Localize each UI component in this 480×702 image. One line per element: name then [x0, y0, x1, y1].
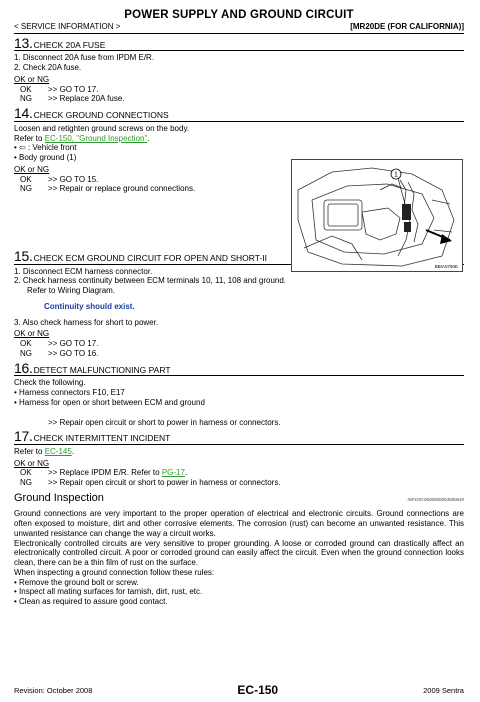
result-key: NG	[20, 348, 32, 358]
result-value: >> Repair open circuit or short to power in harness or connectors.	[48, 478, 281, 488]
engine-bay-drawing	[292, 160, 462, 271]
result-key: OK	[20, 174, 32, 184]
refer-prefix: Refer to	[14, 446, 45, 456]
result-key: NG	[20, 478, 32, 488]
step-13-heading	[14, 36, 464, 52]
ok-or-ng-label: OK or NG	[14, 458, 50, 468]
result-value: >> GO TO 16.	[48, 348, 99, 358]
ground-location-figure	[291, 159, 463, 272]
refer-line	[14, 134, 464, 144]
result-ok	[14, 468, 464, 478]
instruction-line: 3. Also check harness for short to power.	[14, 317, 159, 327]
bullet-item: • Remove the ground bolt or screw.	[14, 577, 139, 587]
refer-suffix: .	[147, 133, 150, 143]
paragraph	[14, 509, 464, 607]
refer-suffix: .	[71, 446, 75, 456]
refer-line	[14, 447, 464, 457]
step-number: 17.	[14, 428, 33, 445]
step-number: 15.	[14, 247, 33, 264]
result-key: NG	[20, 94, 32, 104]
bullet-item: • Clean as required to assure good contact.	[14, 597, 168, 607]
engine-label: [MR20DE (FOR CALIFORNIA)]	[350, 22, 464, 32]
ec-145-link[interactable]: EC-145	[44, 446, 72, 456]
bullet-item: • Inspect all mating surfaces for tarnish, dirt, rust, etc.	[14, 587, 203, 597]
page-footer	[14, 683, 464, 698]
step-14-heading	[14, 106, 464, 122]
revision-label: Revision: October 2008	[14, 685, 93, 695]
result-value: >> GO TO 17.	[48, 339, 99, 349]
result-ng	[14, 94, 464, 104]
pg-17-link[interactable]: PG-17	[161, 468, 185, 478]
step-13-body	[14, 51, 464, 104]
result-value: >> Repair open circuit or short to power in harness or connectors.	[48, 417, 281, 427]
step-caption: DETECT MALFUNCTIONING PART	[33, 364, 171, 375]
ground-inspection-heading	[14, 492, 464, 505]
paragraph-text: Electronically controlled circuits are very sensitive to proper grounding. A loose or corroded ground can drastically affect an electronically controlled circuit. A poor or corroded ground can easily affect the circuit. Even when the ground connection looks clean, there can be a thin film of rust on the surface.	[14, 538, 464, 568]
bullet-text: : Vehicle front	[25, 143, 77, 153]
step-16-heading	[14, 361, 464, 377]
page-title: POWER SUPPLY AND GROUND CIRCUIT	[124, 9, 354, 21]
instruction-line: 1. Disconnect ECM harness connector.	[14, 266, 153, 276]
result-value: >> Repair or replace ground connections.	[48, 184, 196, 194]
result-value: >> Replace 20A fuse.	[48, 94, 125, 104]
result-key: OK	[20, 339, 32, 349]
figure-code: BBIA0760E	[434, 263, 458, 269]
result-value: >> GO TO 15.	[48, 174, 99, 184]
paragraph-text: Ground connections are very important to the proper operation of electrical and electronic circuits. Ground connections are often exposed to moisture, dirt and other corrosive elements. The corrosion (rust) can become an unwanted resistance. This unwanted resistance can change the way a circuit works.	[14, 509, 464, 538]
step-number: 14.	[14, 105, 33, 122]
result-ok	[14, 339, 464, 349]
vehicle-front-arrow-icon: ⇦	[19, 143, 26, 153]
step-17-heading	[14, 429, 464, 445]
instruction-line: Refer to Wiring Diagram.	[27, 286, 116, 296]
result-key: OK	[20, 468, 32, 478]
bullet-item: • Harness for open or short between ECM and ground	[14, 397, 205, 407]
ok-or-ng-label: OK or NG	[14, 329, 50, 339]
result-value	[48, 468, 187, 478]
bullet-body-ground: • Body ground (1)	[14, 153, 77, 163]
instruction-line: 2. Check harness continuity between ECM terminals 10, 11, 108 and ground.	[14, 276, 287, 286]
section-title: Ground Inspection	[14, 491, 104, 504]
page-number: EC-150	[237, 683, 279, 697]
paragraph-text: When inspecting a ground connection follow these rules:	[14, 567, 215, 577]
result-text: >> Replace IPDM E/R. Refer to	[48, 468, 162, 478]
instruction-line: Loosen and retighten ground screws on the body.	[14, 123, 190, 133]
step-caption: CHECK INTERMITTENT INCIDENT	[33, 433, 171, 444]
step-16-body	[14, 376, 464, 427]
bullet-mark: •	[14, 143, 20, 153]
result-value: >> GO TO 17.	[48, 84, 99, 94]
result-key: OK	[20, 84, 32, 94]
result-key: NG	[20, 184, 32, 194]
result-text: .	[184, 468, 188, 478]
result-ng	[14, 349, 464, 359]
instruction-line: Check the following.	[14, 378, 86, 388]
step-number: 16.	[14, 359, 33, 376]
model-label: 2009 Sentra	[423, 685, 464, 695]
step-caption: CHECK ECM GROUND CIRCUIT FOR OPEN AND SHORT-II	[33, 252, 268, 263]
step-number: 13.	[14, 34, 33, 51]
page-header	[14, 22, 464, 34]
step-15-body	[14, 265, 464, 359]
ok-or-ng-label: OK or NG	[14, 74, 50, 84]
bullet-item: • Harness connectors F10, E17	[14, 388, 125, 398]
ground-inspection-link[interactable]: EC-150, "Ground Inspection"	[44, 133, 148, 143]
instruction-line: 1. Disconnect 20A fuse from IPDM E/R.	[14, 53, 155, 63]
manual-page	[14, 8, 464, 607]
bullet-vehicle-front	[14, 143, 464, 153]
step-caption: CHECK GROUND CONNECTIONS	[33, 110, 169, 121]
refer-prefix: Refer to	[14, 133, 45, 143]
step-17-body	[14, 445, 464, 488]
ok-or-ng-label: OK or NG	[14, 164, 50, 174]
continuity-spec: Continuity should exist.	[44, 301, 135, 311]
result-ng	[14, 478, 464, 488]
result-ok	[14, 85, 464, 95]
step-caption: CHECK 20A FUSE	[33, 39, 106, 50]
info-id: INFOID:0000000004080645	[407, 496, 464, 502]
callout-label: 1	[394, 171, 398, 179]
instruction-line: 2. Check 20A fuse.	[14, 63, 82, 73]
section-label: < SERVICE INFORMATION >	[14, 22, 121, 32]
